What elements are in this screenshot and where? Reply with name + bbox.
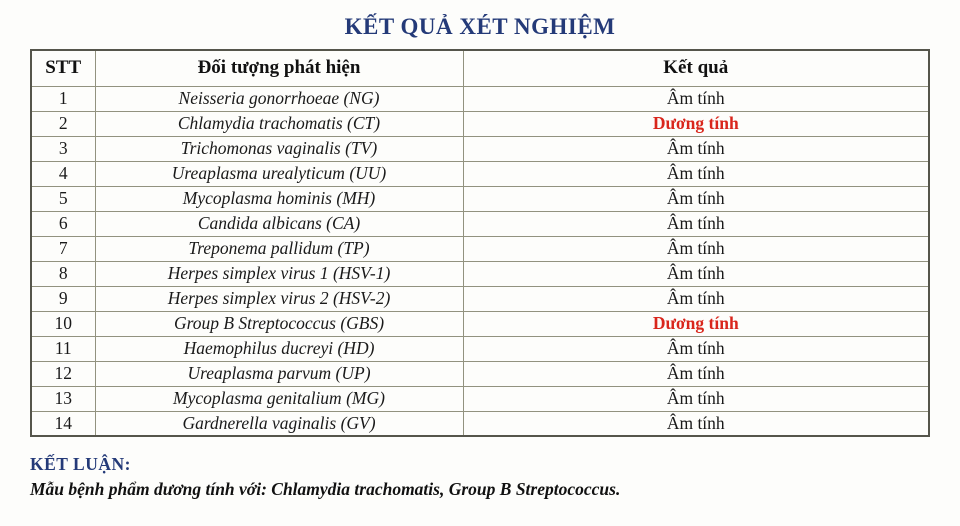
page-title: KẾT QUẢ XÉT NGHIỆM	[344, 14, 616, 39]
results-table	[30, 49, 930, 437]
row-number-cell: 12	[31, 361, 95, 386]
result-cell-negative: Âm tính	[463, 386, 929, 411]
table-row	[31, 236, 929, 261]
result-cell-positive: Dương tính	[463, 311, 929, 336]
table-row	[31, 386, 929, 411]
target-cell: Chlamydia trachomatis (CT)	[95, 111, 463, 136]
table-row	[31, 336, 929, 361]
table-row	[31, 111, 929, 136]
result-cell-negative: Âm tính	[463, 161, 929, 186]
table-row	[31, 286, 929, 311]
target-cell: Ureaplasma urealyticum (UU)	[95, 161, 463, 186]
result-cell-negative: Âm tính	[463, 186, 929, 211]
row-number-cell: 4	[31, 161, 95, 186]
row-number-cell: 9	[31, 286, 95, 311]
conclusion-section	[30, 454, 960, 500]
row-number-cell: 5	[31, 186, 95, 211]
row-number-cell: 2	[31, 111, 95, 136]
table-row	[31, 136, 929, 161]
result-cell-negative: Âm tính	[463, 286, 929, 311]
target-cell: Treponema pallidum (TP)	[95, 236, 463, 261]
column-header-target: Đối tượng phát hiện	[95, 50, 463, 86]
result-cell-negative: Âm tính	[463, 236, 929, 261]
row-number-cell: 13	[31, 386, 95, 411]
target-cell: Group B Streptococcus (GBS)	[95, 311, 463, 336]
row-number-cell: 7	[31, 236, 95, 261]
table-row	[31, 186, 929, 211]
result-cell-negative: Âm tính	[463, 136, 929, 161]
target-cell: Herpes simplex virus 1 (HSV-1)	[95, 261, 463, 286]
column-header-stt: STT	[31, 50, 95, 86]
target-cell: Herpes simplex virus 2 (HSV-2)	[95, 286, 463, 311]
row-number-cell: 14	[31, 411, 95, 436]
table-row	[31, 261, 929, 286]
result-cell-negative: Âm tính	[463, 211, 929, 236]
result-cell-negative: Âm tính	[463, 336, 929, 361]
table-row	[31, 311, 929, 336]
row-number-cell: 8	[31, 261, 95, 286]
table-row	[31, 361, 929, 386]
row-number-cell: 1	[31, 86, 95, 111]
row-number-cell: 10	[31, 311, 95, 336]
result-cell-negative: Âm tính	[463, 411, 929, 436]
target-cell: Mycoplasma genitalium (MG)	[95, 386, 463, 411]
target-cell: Gardnerella vaginalis (GV)	[95, 411, 463, 436]
result-cell-negative: Âm tính	[463, 361, 929, 386]
table-row	[31, 411, 929, 436]
target-cell: Mycoplasma hominis (MH)	[95, 186, 463, 211]
target-cell: Haemophilus ducreyi (HD)	[95, 336, 463, 361]
target-cell: Trichomonas vaginalis (TV)	[95, 136, 463, 161]
conclusion-text: Mẫu bệnh phẩm dương tính với: Chlamydia trachomatis, Group B Streptococcus.	[30, 479, 621, 499]
row-number-cell: 11	[31, 336, 95, 361]
table-row	[31, 161, 929, 186]
result-cell-negative: Âm tính	[463, 261, 929, 286]
result-cell-positive: Dương tính	[463, 111, 929, 136]
conclusion-label: KẾT LUẬN:	[30, 454, 131, 474]
table-row	[31, 211, 929, 236]
results-table-body	[31, 86, 929, 436]
target-cell: Ureaplasma parvum (UP)	[95, 361, 463, 386]
row-number-cell: 6	[31, 211, 95, 236]
target-cell: Candida albicans (CA)	[95, 211, 463, 236]
table-row	[31, 86, 929, 111]
table-header-row	[31, 50, 929, 86]
result-cell-negative: Âm tính	[463, 86, 929, 111]
row-number-cell: 3	[31, 136, 95, 161]
column-header-result: Kết quả	[463, 50, 929, 86]
target-cell: Neisseria gonorrhoeae (NG)	[95, 86, 463, 111]
